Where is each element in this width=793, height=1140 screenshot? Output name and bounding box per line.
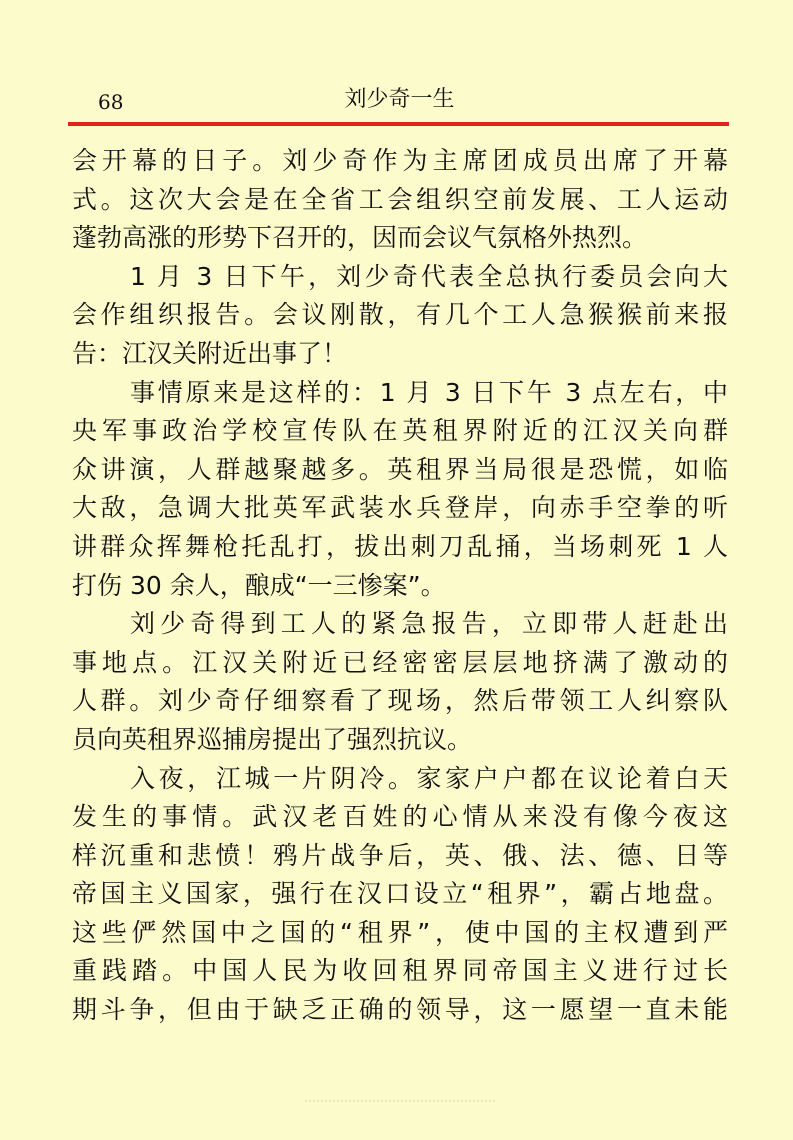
page-bottom-marks xyxy=(305,1100,495,1106)
running-title: 刘少奇一生 xyxy=(344,87,455,112)
text-line: 告：江汉关附近出事了！ xyxy=(72,338,348,368)
page-number: 68 xyxy=(98,90,124,114)
text-line: 发生的事情。武汉老百姓的心情从来没有像今夜这 xyxy=(72,802,728,832)
text-line: 人群。刘少奇仔细察看了现场，然后带领工人纠察队 xyxy=(72,686,728,716)
text-line: 讲群众挥舞枪托乱打，拔出刺刀乱捅，当场刺死 1 人 xyxy=(72,531,728,561)
header-rule xyxy=(68,122,729,126)
text-line: 帝国主义国家，强行在汉口设立“租界”，霸占地盘。 xyxy=(72,879,728,909)
text-line: 员向英租界巡捕房提出了强烈抗议。 xyxy=(72,724,473,754)
text-line: 样沉重和悲愤！鸦片战争后，英、俄、法、德、日等 xyxy=(72,840,728,870)
text-line: 1 月 3 日下午，刘少奇代表全总执行委员会向大 xyxy=(130,261,728,291)
text-line: 入夜，江城一片阴冷。家家户户都在议论着白天 xyxy=(130,763,728,793)
text-line: 式。这次大会是在全省工会组织空前发展、工人运动 xyxy=(72,184,728,214)
text-line: 事地点。江汉关附近已经密密层层地挤满了激动的 xyxy=(72,647,728,677)
text-line: 刘少奇得到工人的紧急报告，立即带人赶赴出 xyxy=(130,609,728,639)
text-line: 打伤 30 余人，酿成“一三惨案”。 xyxy=(72,570,446,600)
text-line: 会作组织报告。会议刚散，有几个工人急猴猴前来报 xyxy=(72,300,728,330)
text-line: 央军事政治学校宣传队在英租界附近的江汉关向群 xyxy=(72,416,728,446)
text-line: 大敌，急调大批英军武装水兵登岸，向赤手空拳的听 xyxy=(72,493,728,523)
text-line: 会开幕的日子。刘少奇作为主席团成员出席了开幕 xyxy=(72,146,728,175)
text-line: 重践踏。中国人民为收回租界同帝国主义进行过长 xyxy=(72,956,728,986)
text-line: 众讲演，人群越聚越多。英租界当局很是恐慌，如临 xyxy=(72,454,728,484)
text-line: 蓬勃高涨的形势下召开的，因而会议气氛格外热烈。 xyxy=(72,223,648,253)
text-line: 这些俨然国中之国的“租界”，使中国的主权遭到严 xyxy=(72,917,728,947)
body-text xyxy=(72,142,728,1030)
text-line: 事情原来是这样的：1 月 3 日下午 3 点左右，中 xyxy=(130,377,728,407)
text-line: 期斗争，但由于缺乏正确的领导，这一愿望一直未能 xyxy=(72,995,728,1025)
page-header xyxy=(70,86,729,122)
